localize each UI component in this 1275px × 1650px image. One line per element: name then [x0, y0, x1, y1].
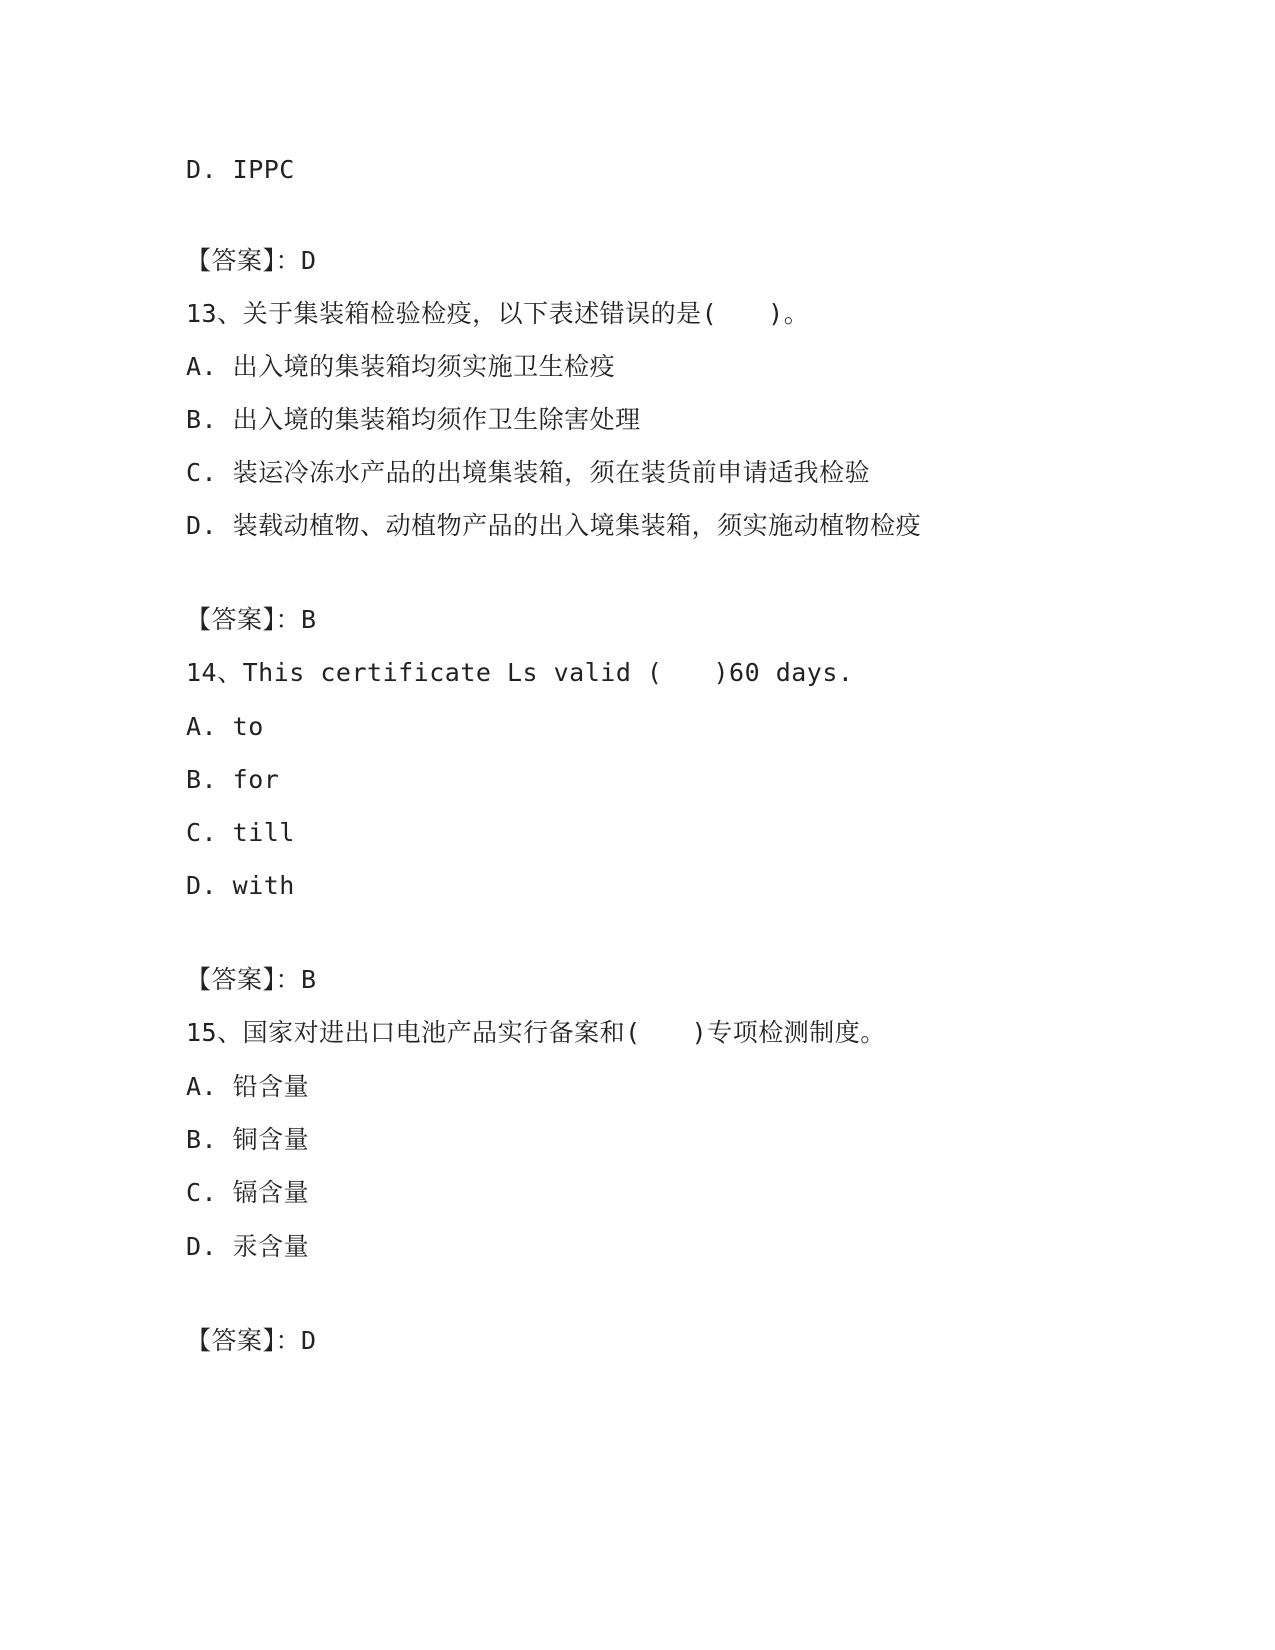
- question-14-option-d: D. with: [186, 871, 295, 900]
- question-13: 13、关于集装箱检验检疫，以下表述错误的是( )。: [186, 299, 810, 328]
- question-15-option-d: D. 汞含量: [186, 1232, 310, 1261]
- question-14-option-c: C. till: [186, 818, 295, 847]
- question-14-option-a: A. to: [186, 712, 264, 741]
- question-13-option-a: A. 出入境的集装箱均须实施卫生检疫: [186, 352, 616, 381]
- question-13-option-b: B. 出入境的集装箱均须作卫生除害处理: [186, 405, 641, 434]
- question-14-option-b: B. for: [186, 765, 280, 794]
- question-13-option-c: C. 装运冷冻水产品的出境集装箱，须在装货前申请适我检验: [186, 458, 871, 487]
- question-15: 15、国家对进出口电池产品实行备案和( )专项检测制度。: [186, 1018, 886, 1047]
- question-13-answer: 【答案】：B: [186, 605, 317, 634]
- prev-option-d: D. IPPC: [186, 155, 295, 184]
- question-15-option-b: B. 铜含量: [186, 1125, 310, 1154]
- prev-answer: 【答案】：D: [186, 246, 317, 275]
- question-15-answer: 【答案】：D: [186, 1326, 317, 1355]
- question-15-option-a: A. 铅含量: [186, 1072, 310, 1101]
- question-15-option-c: C. 镉含量: [186, 1178, 310, 1207]
- question-14-answer: 【答案】：B: [186, 965, 317, 994]
- question-13-option-d: D. 装载动植物、动植物产品的出入境集装箱，须实施动植物检疫: [186, 511, 922, 540]
- question-14: 14、This certificate Ls valid ( )60 days.: [186, 658, 854, 687]
